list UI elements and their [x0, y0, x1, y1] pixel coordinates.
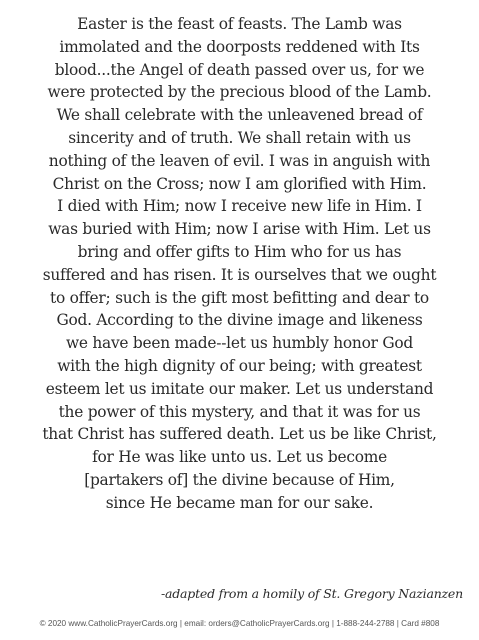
- homily-line: since He became man for our sake.: [105, 493, 374, 512]
- homily-line: the power of this mystery, and that it was for us: [58, 402, 421, 421]
- homily-line: blood...the Angel of death passed over us, for we: [54, 60, 425, 79]
- homily-line: was buried with Him; now I arise with Him. Let us: [48, 220, 431, 239]
- homily-line: immolated and the doorposts reddened with Its: [59, 37, 420, 56]
- homily-line: nothing of the leaven of evil. I was in anguish with: [48, 151, 431, 170]
- homily-line: suffered and has risen. It is ourselves that we ought: [42, 265, 437, 284]
- homily-line: esteem let us imitate our maker. Let us understand: [45, 379, 434, 398]
- homily-line: bring and offer gifts to Him who for us has: [77, 242, 402, 261]
- homily-text: [0, 13, 479, 515]
- homily-line: sincerity and of truth. We shall retain with us: [68, 128, 411, 147]
- homily-line: [partakers of] the divine because of Him,: [84, 470, 395, 489]
- homily-line: were protected by the precious blood of the Lamb.: [47, 83, 432, 102]
- homily-line: Christ on the Cross; now I am glorified with Him.: [52, 174, 427, 193]
- footer-contact-info: © 2020 www.CatholicPrayerCards.org | email: orders@CatholicPrayerCards.org | 1-888-244-2788 | Card #808: [39, 619, 440, 628]
- homily-line: We shall celebrate with the unleavened bread of: [56, 106, 423, 125]
- homily-line: with the high dignity of our being; with greatest: [57, 356, 422, 375]
- homily-line: to offer; such is the gift most befitting and dear to: [50, 288, 429, 307]
- homily-line: God. According to the divine image and likeness: [56, 311, 423, 330]
- homily-line: Easter is the feast of feasts. The Lamb was: [77, 15, 402, 33]
- homily-line: that Christ has suffered death. Let us be like Christ,: [42, 425, 437, 444]
- homily-line: I died with Him; now I receive new life in Him. I: [57, 197, 422, 216]
- homily-line: we have been made--let us humbly honor God: [65, 334, 414, 353]
- attribution: -adapted from a homily of St. Gregory Nazianzen: [160, 586, 463, 601]
- homily-line: for He was like unto us. Let us become: [92, 448, 387, 467]
